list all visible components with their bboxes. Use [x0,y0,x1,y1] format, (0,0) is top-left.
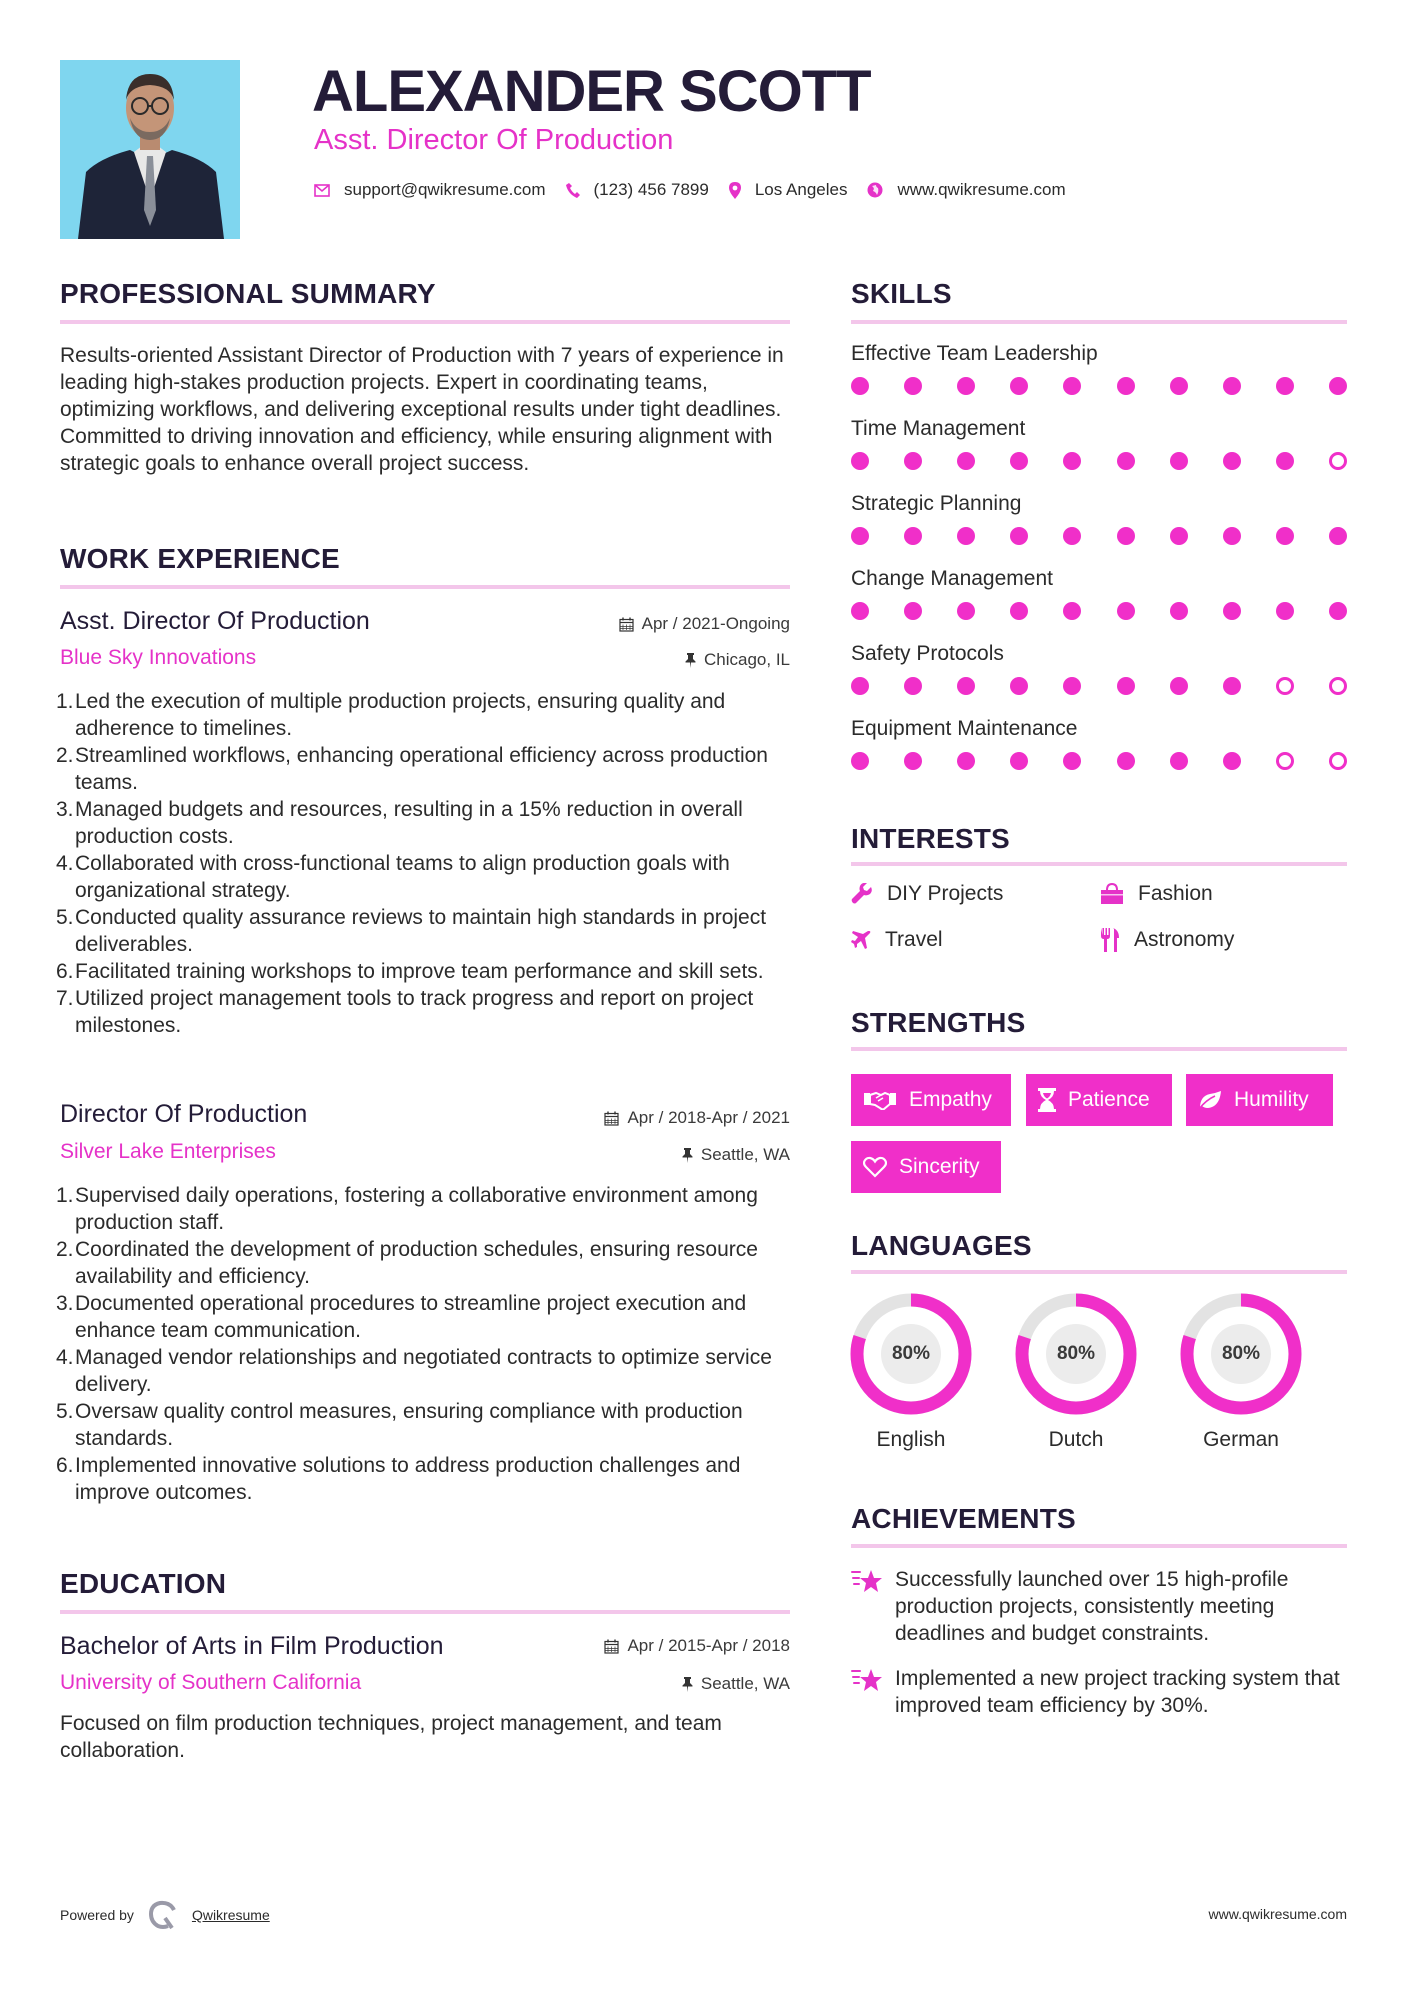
utensils-icon [1100,928,1120,952]
summary-text: Results-oriented Assistant Director of Production with 7 years of experience in leading high-stakes production projects. Expert in coordinating teams, optimizing workflows, and delivering exceptional results under tight deadlines. Committed to driving innovation and efficiency, while ensuring alignment with strategic goals to enhance overall project success. [60,344,784,475]
job-dates-text: Apr / 2018-Apr / 2021 [627,1108,790,1127]
rating-dot-filled [851,452,869,470]
rating-dot-filled [1117,527,1135,545]
pushpin-icon [682,1677,693,1692]
rating-dot-filled [1170,752,1188,770]
strengths-divider [851,1047,1347,1051]
bullet-item: 3. Documented operational procedures to streamline project execution and enhance team communication. [56,1292,747,1342]
bullet-item: 2. Streamlined workflows, enhancing operational efficiency across production teams. [56,744,768,794]
rating-dot-filled [904,752,922,770]
education-heading: EDUCATION [60,1568,227,1599]
rating-dot-filled [1063,377,1081,395]
contact-website[interactable] [867,180,1065,200]
rating-dot-filled [1010,527,1028,545]
rating-dot-filled [1223,527,1241,545]
skill-name: Change Management [851,567,1053,590]
globe-icon [867,182,883,198]
candidate-title: Asst. Director Of Production [314,124,674,156]
skill-rating [851,527,1347,545]
education-divider [60,1610,790,1614]
interest-item-travel: Travel [851,928,943,952]
education-dates [604,1636,790,1656]
skill-item [851,567,1347,642]
powered-by-text: Powered by [60,1907,134,1923]
rating-dot-filled [1063,677,1081,695]
envelope-icon [314,184,330,197]
qwikresume-link[interactable]: Qwikresume [191,1907,270,1923]
education-dates-text: Apr / 2015-Apr / 2018 [627,1636,790,1655]
job-title: Asst. Director Of Production [60,607,370,635]
calendar-icon [604,1111,619,1126]
skill-name: Effective Team Leadership [851,342,1098,365]
rating-dot-filled [957,602,975,620]
calendar-icon [604,1639,619,1654]
handshake-icon [863,1090,897,1110]
language-percent: 80% [1046,1324,1106,1384]
job-company: Blue Sky Innovations [60,646,257,669]
strength-badge-empathy: Empathy [851,1074,1011,1126]
rating-dot-filled [1010,452,1028,470]
map-pin-icon [729,182,741,199]
qwikresume-logo-icon [148,1900,178,1930]
skills-heading: SKILLS [851,278,952,309]
email-text: support@qwikresume.com [344,180,546,199]
rating-dot-filled [1223,602,1241,620]
experience-divider [60,585,790,589]
footer-website[interactable]: www.qwikresume.com [1208,1906,1347,1922]
rating-dot-filled [1223,377,1241,395]
rating-dot-filled [904,677,922,695]
rating-dot-filled [1170,377,1188,395]
rating-dot-filled [1117,377,1135,395]
rating-dot-filled [1329,377,1347,395]
skill-rating [851,602,1347,620]
rating-dot-filled [904,377,922,395]
job-location-text: Chicago, IL [704,650,790,669]
bullet-item: 6. Facilitated training workshops to improve team performance and skill sets. [56,960,764,983]
profile-photo [60,60,240,239]
strength-badge-sincerity: Sincerity [851,1141,1001,1193]
rating-dot-filled [1010,602,1028,620]
language-name: English [876,1428,946,1451]
rating-dot-filled [851,527,869,545]
rating-dot-filled [957,377,975,395]
rating-dot-filled [904,452,922,470]
pushpin-icon [682,1148,693,1163]
rating-dot-filled [1276,602,1294,620]
interest-item-diy: DIY Projects [851,882,1003,906]
interests-heading: INTERESTS [851,823,1010,854]
calendar-icon [619,617,634,632]
rating-dot-filled [1170,677,1188,695]
plane-icon [851,930,871,950]
job-company: Silver Lake Enterprises [60,1140,276,1163]
leaf-icon [1198,1090,1222,1110]
skill-item [851,492,1347,567]
rating-dot-filled [1010,377,1028,395]
job-location [682,1145,790,1165]
language-donut [850,1293,972,1415]
skill-name: Strategic Planning [851,492,1022,515]
skill-rating [851,677,1347,695]
skills-list [851,342,1347,792]
bullet-item: 7. Utilized project management tools to track progress and report on project milestones. [56,987,754,1037]
person-photo-illustration [60,60,240,239]
bullet-item: 2. Coordinated the development of production schedules, ensuring resource availability and efficiency. [56,1238,758,1288]
summary-divider [60,320,790,324]
rating-dot-filled [1063,602,1081,620]
rating-dot-empty [1276,677,1294,695]
bullet-item: 3. Managed budgets and resources, resulting in a 15% reduction in overall production costs. [56,798,743,848]
job-title: Director Of Production [60,1100,308,1128]
rating-dot-filled [904,527,922,545]
rating-dot-filled [1117,752,1135,770]
job-dates [604,1108,790,1128]
rating-dot-filled [957,752,975,770]
bullet-item: 4. Managed vendor relationships and negotiated contracts to optimize service delivery. [56,1346,772,1396]
rating-dot-filled [1010,752,1028,770]
interests-divider [851,862,1347,866]
rating-dot-empty [1329,752,1347,770]
interest-item-fashion: Fashion [1100,882,1213,906]
rating-dot-filled [904,602,922,620]
rating-dot-filled [1117,452,1135,470]
education-location-text: Seattle, WA [700,1674,790,1693]
strength-badge-humility: Humility [1186,1074,1333,1126]
achievement-item: Implemented a new project tracking system that improved team efficiency by 30%. [851,1665,1347,1719]
rating-dot-filled [1117,602,1135,620]
phone-text: (123) 456 7899 [593,180,709,199]
summary-heading: PROFESSIONAL SUMMARY [60,278,436,309]
rating-dot-filled [1170,527,1188,545]
rating-dot-empty [1329,677,1347,695]
contact-email[interactable] [314,180,546,200]
skill-item [851,342,1347,417]
languages-heading: LANGUAGES [851,1230,1032,1261]
achievement-item: Successfully launched over 15 high-profile production projects, consistently meeting deadlines and budget constraints. [851,1566,1347,1647]
rating-dot-filled [1223,452,1241,470]
rating-dot-filled [957,677,975,695]
rating-dot-filled [1276,377,1294,395]
rating-dot-filled [1010,677,1028,695]
language-donut [1180,1293,1302,1415]
language-name: German [1203,1428,1279,1451]
skill-name: Safety Protocols [851,642,1004,665]
rating-dot-filled [1329,602,1347,620]
rating-dot-filled [1276,452,1294,470]
shooting-star-icon [851,1568,883,1594]
rating-dot-filled [957,452,975,470]
job-location [685,650,790,670]
skill-rating [851,377,1347,395]
bullet-item: 5. Conducted quality assurance reviews to maintain high standards in project deliverables. [56,906,767,956]
location-text: Los Angeles [754,180,848,199]
job-dates-text: Apr / 2021-Ongoing [641,614,790,633]
shopping-bag-icon [1100,883,1124,905]
language-percent: 80% [1211,1324,1271,1384]
rating-dot-filled [1223,677,1241,695]
rating-dot-empty [1276,752,1294,770]
skill-item [851,417,1347,492]
contact-row [314,176,1086,204]
pushpin-icon [685,653,696,668]
wrench-icon [851,883,873,905]
rating-dot-filled [851,602,869,620]
rating-dot-filled [1063,452,1081,470]
rating-dot-filled [851,752,869,770]
rating-dot-filled [1329,527,1347,545]
bullet-item: 4. Collaborated with cross-functional teams to align production goals with organizational strategy. [56,852,730,902]
skill-rating [851,752,1347,770]
rating-dot-empty [1329,452,1347,470]
contact-phone[interactable] [566,180,709,200]
phone-icon [566,182,580,198]
degree-title: Bachelor of Arts in Film Production [60,1632,444,1660]
language-name: Dutch [1048,1428,1104,1451]
job-bullets [56,688,796,1039]
bullet-item: 1. Supervised daily operations, fostering a collaborative environment among production staff. [56,1184,758,1234]
skill-item [851,642,1347,717]
skill-item [851,717,1347,792]
skill-name: Equipment Maintenance [851,717,1078,740]
achievements-divider [851,1544,1347,1548]
skill-rating [851,452,1347,470]
interest-item-astronomy: Astronomy [1100,928,1234,952]
job-bullets [56,1182,796,1506]
rating-dot-filled [1276,527,1294,545]
rating-dot-filled [1063,527,1081,545]
bullet-item: 6. Implemented innovative solutions to address production challenges and improve outcomes. [56,1454,741,1504]
school-name: University of Southern California [60,1671,362,1694]
hourglass-icon [1038,1088,1056,1112]
bullet-item: 5. Oversaw quality control measures, ensuring compliance with production standards. [56,1400,743,1450]
languages-divider [851,1270,1347,1274]
candidate-name: ALEXANDER SCOTT [312,59,871,124]
rating-dot-filled [1223,752,1241,770]
bullet-item: 1. Led the execution of multiple production projects, ensuring quality and adherence to timelines. [56,690,726,740]
footer-powered-by [60,1900,270,1930]
rating-dot-filled [957,527,975,545]
achievements-heading: ACHIEVEMENTS [851,1503,1076,1534]
strengths-heading: STRENGTHS [851,1007,1026,1038]
job-location-text: Seattle, WA [700,1145,790,1164]
rating-dot-filled [1117,677,1135,695]
language-donut [1015,1293,1137,1415]
language-percent: 80% [881,1324,941,1384]
education-description: Focused on film production techniques, project management, and team collaboration. [60,1712,722,1762]
heart-icon [863,1156,887,1178]
skills-divider [851,320,1347,324]
rating-dot-filled [851,677,869,695]
rating-dot-filled [1170,452,1188,470]
job-dates [619,614,790,634]
contact-location [729,180,848,200]
website-text: www.qwikresume.com [897,180,1066,199]
rating-dot-filled [1170,602,1188,620]
rating-dot-filled [851,377,869,395]
skill-name: Time Management [851,417,1026,440]
experience-heading: WORK EXPERIENCE [60,543,340,574]
strength-badge-patience: Patience [1026,1074,1172,1126]
rating-dot-filled [1063,752,1081,770]
education-location [682,1674,790,1694]
shooting-star-icon [851,1667,883,1693]
